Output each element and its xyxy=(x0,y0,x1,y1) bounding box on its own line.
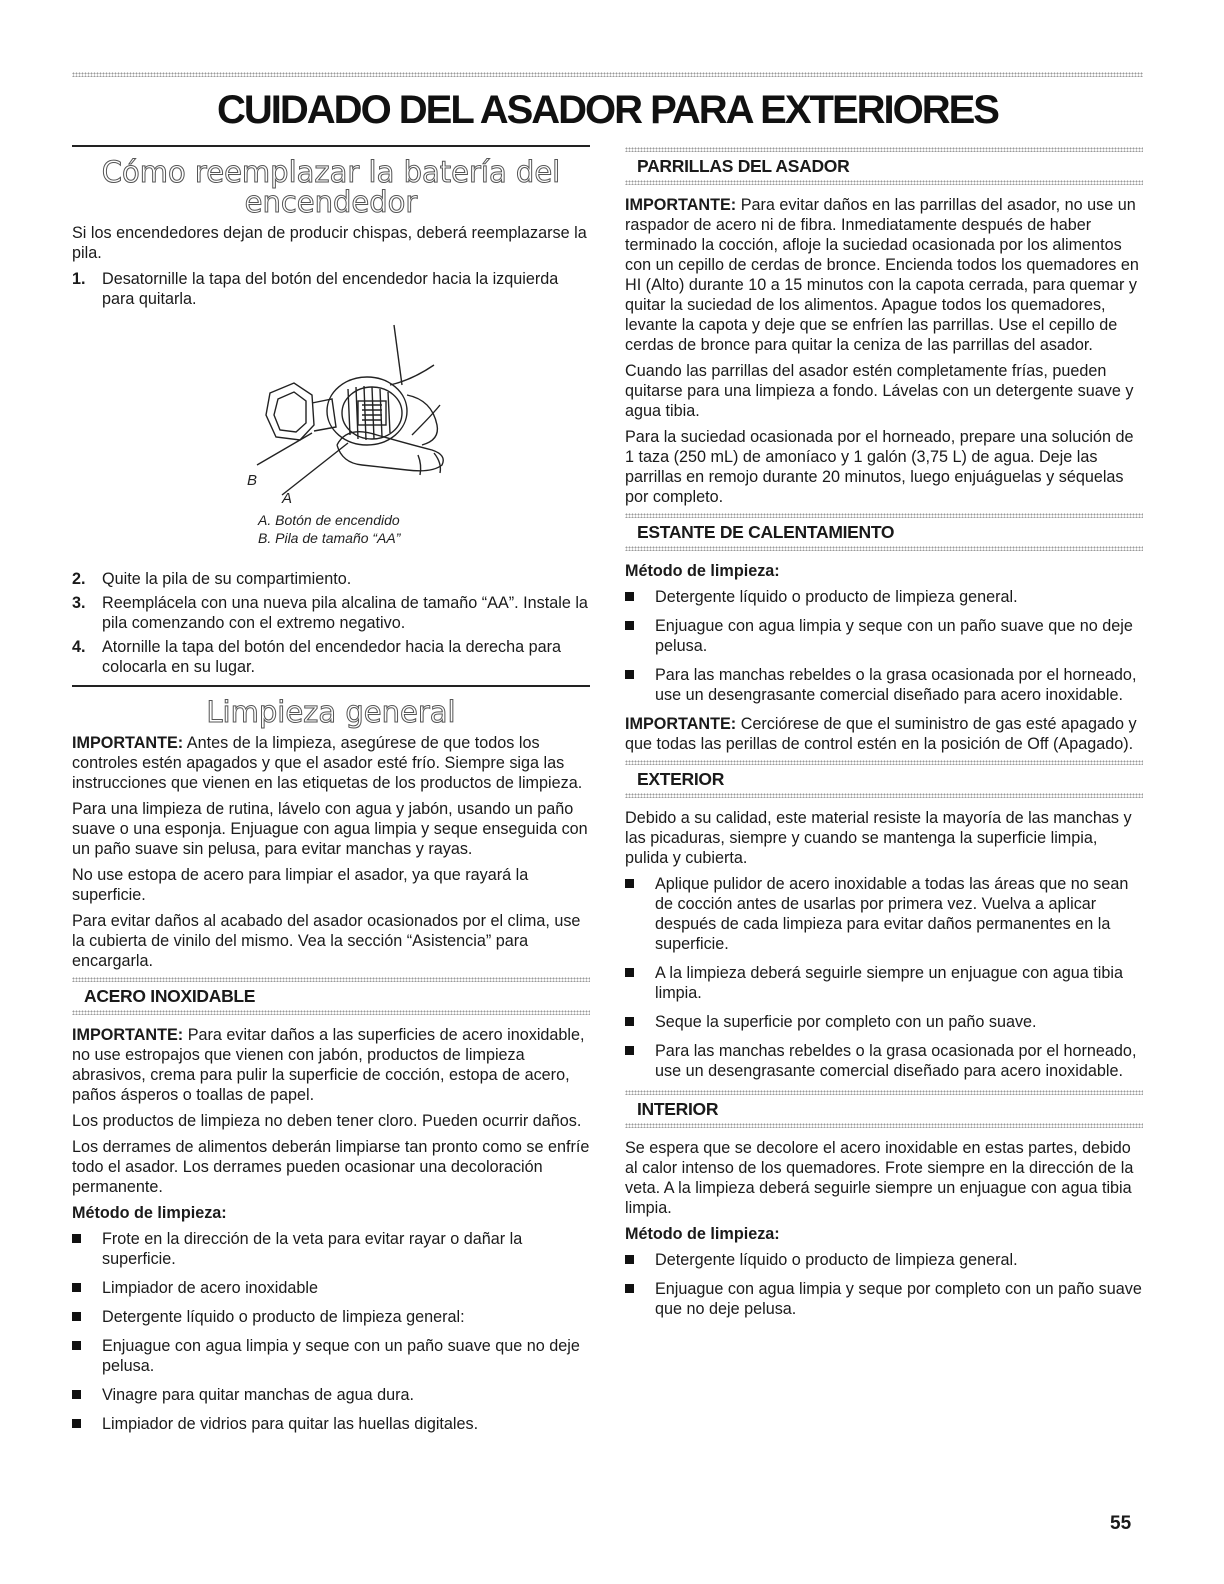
grates-subheading xyxy=(625,147,1143,185)
general-paragraph: Para evitar daños al acabado del asador ocasionados por el clima, use la cubierta de vinilo del mismo. Vea la sección “Asistencia” para encargarla. xyxy=(72,912,581,970)
bullet-icon xyxy=(72,1341,81,1350)
list-item: Para las manchas rebeldes o la grasa ocasionada por el horneado, use un desengrasante comercial diseñado para acero inoxidable. xyxy=(625,665,1143,705)
list-item: Enjuague con agua limpia y seque con un paño suave que no deje pelusa. xyxy=(72,1336,590,1376)
list-item: Detergente líquido o producto de limpieza general: xyxy=(72,1307,590,1327)
battery-steps-2 xyxy=(72,569,590,677)
step-item: 1. Desatornille la tapa del botón del encendedor hacia la izquierda para quitarla. xyxy=(72,270,559,308)
list-item: Frote en la dirección de la veta para evitar rayar o dañar la superficie. xyxy=(72,1229,590,1269)
igniter-figure xyxy=(72,315,590,565)
top-dotted-rule xyxy=(72,72,1143,77)
list-item: Vinagre para quitar manchas de agua dura. xyxy=(72,1385,590,1405)
bullet-icon xyxy=(625,670,634,679)
step-item: 2. Quite la pila de su compartimiento. xyxy=(72,570,352,588)
battery-intro: Si los encendedores dejan de producir chispas, deberá reemplazarse la pila. xyxy=(72,224,587,262)
bullet-icon xyxy=(625,879,634,888)
list-item: Detergente líquido o producto de limpieza general. xyxy=(625,587,1143,607)
section-rule xyxy=(72,145,590,147)
list-item: Limpiador de acero inoxidable xyxy=(72,1278,590,1298)
warming-heading: ESTANTE DE CALENTAMIENTO xyxy=(637,522,895,542)
method-label: Método de limpieza: xyxy=(625,1225,780,1243)
grates-paragraph: Cuando las parrillas del asador estén completamente frías, pueden quitarse para una limpieza a fondo. Lávelas con un detergente suave y agua tibia. xyxy=(625,362,1134,420)
caption-b: B. Pila de tamaño “AA” xyxy=(258,530,401,546)
stainless-paragraph: Los productos de limpieza no deben tener cloro. Pueden ocurrir daños. xyxy=(72,1112,582,1130)
grates-heading: PARRILLAS DEL ASADOR xyxy=(637,156,850,176)
label-b: B xyxy=(247,472,258,489)
list-item: A la limpieza deberá seguirle siempre un enjuague con agua tibia limpia. xyxy=(625,963,1143,1003)
right-column xyxy=(625,145,1143,1328)
interior-subheading xyxy=(625,1090,1143,1128)
interior-intro: Se espera que se decolore el acero inoxidable en estas partes, debido al calor intenso de los quemadores. Frote siempre en la dirección de la veta. A la limpieza deberá seguirle siempre un enjuague con agua tibia limpia. xyxy=(625,1139,1134,1217)
exterior-subheading xyxy=(625,760,1143,798)
bullet-icon xyxy=(72,1283,81,1292)
page-title: CUIDADO DEL ASADOR PARA EXTERIORES xyxy=(217,88,998,132)
bullet-icon xyxy=(625,1284,634,1293)
stainless-subheading xyxy=(72,977,590,1015)
method-label: Método de limpieza: xyxy=(72,1204,227,1222)
label-a: A xyxy=(282,490,293,505)
method-label: Método de limpieza: xyxy=(625,562,780,580)
bullet-icon xyxy=(625,1017,634,1026)
exterior-heading: EXTERIOR xyxy=(637,769,725,789)
interior-heading: INTERIOR xyxy=(637,1099,719,1119)
bullet-icon xyxy=(625,968,634,977)
warming-bullets xyxy=(625,587,1143,705)
list-item: Seque la superficie por completo con un paño suave. xyxy=(625,1012,1143,1032)
list-item: Limpiador de vidrios para quitar las huellas digitales. xyxy=(72,1414,590,1434)
bullet-icon xyxy=(625,1046,634,1055)
figure-captions xyxy=(258,511,400,547)
warming-important: IMPORTANTE: Cerciórese de que el suministro de gas esté apagado y que todas las perillas de control estén en la posición de Off (Apagado). xyxy=(625,715,1137,753)
bullet-icon xyxy=(625,592,634,601)
list-item: Detergente líquido o producto de limpieza general. xyxy=(625,1250,1143,1270)
bullet-icon xyxy=(72,1419,81,1428)
list-item: Enjuague con agua limpia y seque por completo con un paño suave que no deje pelusa. xyxy=(625,1279,1143,1319)
bullet-icon xyxy=(625,1255,634,1264)
list-item: Enjuague con agua limpia y seque con un paño suave que no deje pelusa. xyxy=(625,616,1143,656)
grates-important: IMPORTANTE: Para evitar daños en las parrillas del asador, no use un raspador de acero ni de fibra. Inmediatamente después de haber terminado la cocción, afloje la suciedad ocasionada por los alimentos con un cepillo de cerdas de bronce. Encienda todos los quemadores en HI (Alto) durante 10 a 15 minutos con la capota cerrada, para quemar y quitar la suciedad de los alimentos. Apague todos los quemadores, levante la capota y deje que se enfríen las parrillas. Use el cepillo de cerdas de bronce para quitar la ceniza de las parrillas del asador. xyxy=(625,196,1139,354)
general-paragraph: Para una limpieza de rutina, lávelo con agua y jabón, usando un paño suave o una esponja. Enjuague con agua limpia y seque enseguida con un paño suave sin pelusa, para evitar manchas y rayas. xyxy=(72,800,588,858)
list-item: Aplique pulidor de acero inoxidable a todas las áreas que no sean de cocción antes de usarlas por primera vez. Vuelva a aplicar después de cada limpieza para evitar daños permanentes en la superficie. xyxy=(625,874,1143,954)
grates-paragraph: Para la suciedad ocasionada por el horneado, prepare una solución de 1 taza (250 mL) de amoníaco y 1 galón (3,75 L) de agua. Deje las parrillas en remojo durante 20 minutos, luego enjuáguelas y séquelas por completo. xyxy=(625,428,1134,506)
exterior-intro: Debido a su calidad, este material resiste la mayoría de las manchas y las picaduras, siempre y cuando se mantenga la superficie limpia, pulida y cubierta. xyxy=(625,809,1132,867)
stainless-heading: ACERO INOXIDABLE xyxy=(84,986,256,1006)
step-item: 4. Atornille la tapa del botón del encendedor hacia la derecha para colocarla en su lugar. xyxy=(72,638,561,676)
bullet-icon xyxy=(625,621,634,630)
bullet-icon xyxy=(72,1390,81,1399)
section-rule xyxy=(72,685,590,687)
bullet-icon xyxy=(72,1234,81,1243)
general-paragraph: No use estopa de acero para limpiar el asador, ya que rayará la superficie. xyxy=(72,866,529,904)
bullet-icon xyxy=(72,1312,81,1321)
general-important: IMPORTANTE: Antes de la limpieza, asegúrese de que todos los controles estén apagados y que el asador esté frío. Siempre siga las instrucciones que vienen en las etiquetas de los productos de limpieza. xyxy=(72,734,583,792)
page-number: 55 xyxy=(1110,1513,1132,1534)
exterior-bullets xyxy=(625,874,1143,1081)
stainless-bullets xyxy=(72,1229,590,1434)
stainless-important: IMPORTANTE: Para evitar daños a las superficies de acero inoxidable, no use estropajos que vienen con jabón, productos de limpieza abrasivos, crema para pulir la superficie de cocción, estopa de acero, paños ásperos o toallas de papel. xyxy=(72,1026,585,1104)
caption-a: A. Botón de encendido xyxy=(258,512,400,528)
list-item: Para las manchas rebeldes o la grasa ocasionada por el horneado, use un desengrasante comercial diseñado para acero inoxidable. xyxy=(625,1041,1143,1081)
stainless-paragraph: Los derrames de alimentos deberán limpiarse tan pronto como se enfríe todo el asador. Los derrames pueden ocasionar una decoloración permanente. xyxy=(72,1138,590,1196)
battery-heading: Cómo reemplazar la batería del encendedor xyxy=(101,155,561,219)
interior-bullets xyxy=(625,1250,1143,1319)
step-item: 3. Reemplácela con una nueva pila alcalina de tamaño “AA”. Instale la pila comenzando con el extremo negativo. xyxy=(72,594,588,632)
warming-subheading xyxy=(625,513,1143,551)
general-cleaning-heading: Limpieza general xyxy=(206,695,456,729)
battery-steps-1 xyxy=(72,269,590,309)
igniter-illustration xyxy=(172,315,472,505)
left-column xyxy=(72,145,590,1443)
